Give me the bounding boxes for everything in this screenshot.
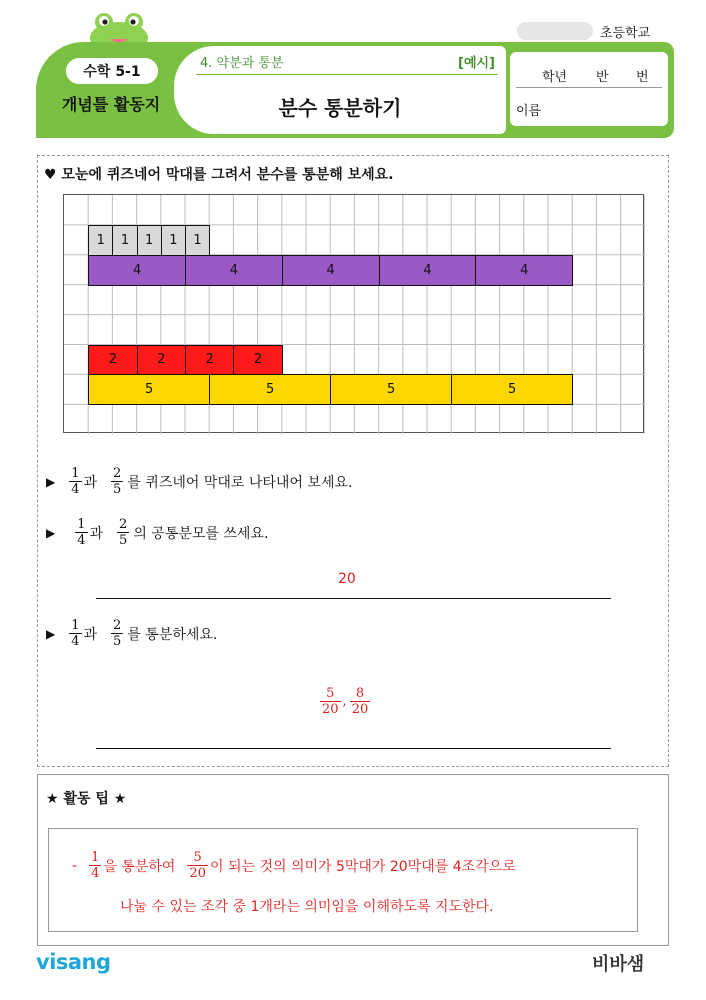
example-tag: [예시]: [458, 56, 495, 71]
rod-2: 2: [88, 345, 137, 376]
fraction: [69, 466, 81, 497]
rod-5: 5: [209, 374, 331, 405]
rod-5: 5: [330, 374, 452, 405]
denominator: 5: [113, 634, 122, 649]
question-text: 를 통분하세요.: [127, 626, 218, 643]
unit-label: 4. 약분과 통분: [200, 56, 284, 71]
answer-fraction-b: [350, 686, 371, 717]
rod-2: 2: [233, 345, 282, 376]
answer-common-denominator: 20: [338, 571, 356, 587]
rod-1: 1: [137, 225, 162, 256]
bibasam-logo: 비바샘: [592, 954, 645, 975]
fraction: [117, 517, 129, 548]
frog-mascot-icon: [88, 12, 150, 46]
rod-4: 4: [475, 255, 573, 286]
subject-badge: 수학 5-1: [66, 58, 158, 84]
class-label: 반: [596, 70, 609, 85]
tip-text: 을 통분하여: [103, 858, 176, 875]
rod-4: 4: [379, 255, 477, 286]
school-label: 초등학교: [600, 26, 651, 41]
denominator: 4: [77, 533, 86, 548]
question-2: [46, 517, 268, 548]
denominator: 20: [351, 702, 369, 717]
separator: ,: [342, 694, 347, 709]
answer-fraction-a: [320, 686, 341, 717]
fraction: [187, 850, 208, 881]
tip-line-2: 나눌 수 있는 조각 중 1개라는 의미임을 이해하도록 지도한다.: [120, 899, 494, 915]
rod-row: [88, 255, 572, 286]
rod-1: 1: [88, 225, 113, 256]
worksheet-type: 개념틀 활동지: [61, 95, 161, 114]
rod-2: 2: [137, 345, 186, 376]
fraction: [111, 618, 123, 649]
denominator: 20: [189, 866, 206, 881]
rod-1: 1: [161, 225, 186, 256]
numerator: 1: [91, 850, 100, 865]
question-1: [46, 466, 352, 497]
tip-dash: -: [72, 857, 78, 874]
tip-line-1: [72, 850, 516, 881]
rod-4: 4: [185, 255, 283, 286]
conjunction: 과: [83, 474, 98, 491]
rod-2: 2: [185, 345, 234, 376]
grade-class-number-field[interactable]: [516, 70, 662, 88]
bullet-triangle-icon: ▶: [46, 474, 56, 489]
numerator: 8: [355, 686, 365, 701]
bullet-triangle-icon: ▶: [46, 525, 56, 540]
denominator: 20: [322, 702, 339, 717]
conjunction: 과: [89, 525, 104, 542]
numerator: 2: [113, 618, 122, 633]
answer-line[interactable]: [96, 748, 611, 749]
rod-1: 1: [185, 225, 210, 256]
denominator: 5: [119, 533, 128, 548]
fraction: [75, 517, 87, 548]
fraction: [69, 618, 81, 649]
number-label: 번: [636, 70, 649, 85]
rod-row: [88, 374, 572, 405]
denominator: 4: [71, 482, 80, 497]
fraction: [111, 466, 123, 497]
denominator: 4: [71, 634, 80, 649]
rod-row: [88, 345, 282, 376]
rod-5: 5: [451, 374, 573, 405]
answer-line[interactable]: [96, 598, 611, 599]
rod-4: 4: [88, 255, 186, 286]
numerator: 5: [193, 850, 202, 865]
grade-label: 학년: [542, 70, 568, 85]
numerator: 1: [77, 517, 86, 532]
tip-title: ★ 활동 팁 ★: [46, 791, 127, 807]
tip-text: 이 되는 것의 의미가 5막대가 20막대를 4조각으로: [209, 858, 516, 875]
bullet-triangle-icon: ▶: [46, 626, 56, 641]
grid-paper[interactable]: [63, 194, 644, 433]
numerator: 2: [113, 466, 122, 481]
rod-1: 1: [112, 225, 137, 256]
school-name-field[interactable]: [517, 22, 593, 40]
question-text: 의 공통분모를 쓰세요.: [133, 525, 269, 542]
page-title: 분수 통분하기: [278, 96, 402, 120]
denominator: 5: [113, 482, 122, 497]
name-label[interactable]: 이름: [516, 104, 542, 119]
numerator: 1: [71, 466, 80, 481]
denominator: 4: [91, 866, 100, 881]
numerator: 5: [326, 686, 335, 701]
visang-logo: visang: [36, 950, 111, 974]
instruction-text: ♥ 모눈에 퀴즈네어 막대를 그려서 분수를 통분해 보세요.: [44, 167, 394, 183]
answer-fractions: [318, 686, 372, 717]
question-text: 를 퀴즈네어 막대로 나타내어 보세요.: [127, 474, 353, 491]
question-3: [46, 618, 217, 649]
rod-5: 5: [88, 374, 210, 405]
title-divider: [196, 74, 498, 75]
rod-4: 4: [282, 255, 380, 286]
conjunction: 과: [83, 626, 98, 643]
numerator: 1: [71, 618, 80, 633]
fraction: [89, 850, 101, 881]
rod-row: [88, 225, 209, 256]
numerator: 2: [119, 517, 128, 532]
